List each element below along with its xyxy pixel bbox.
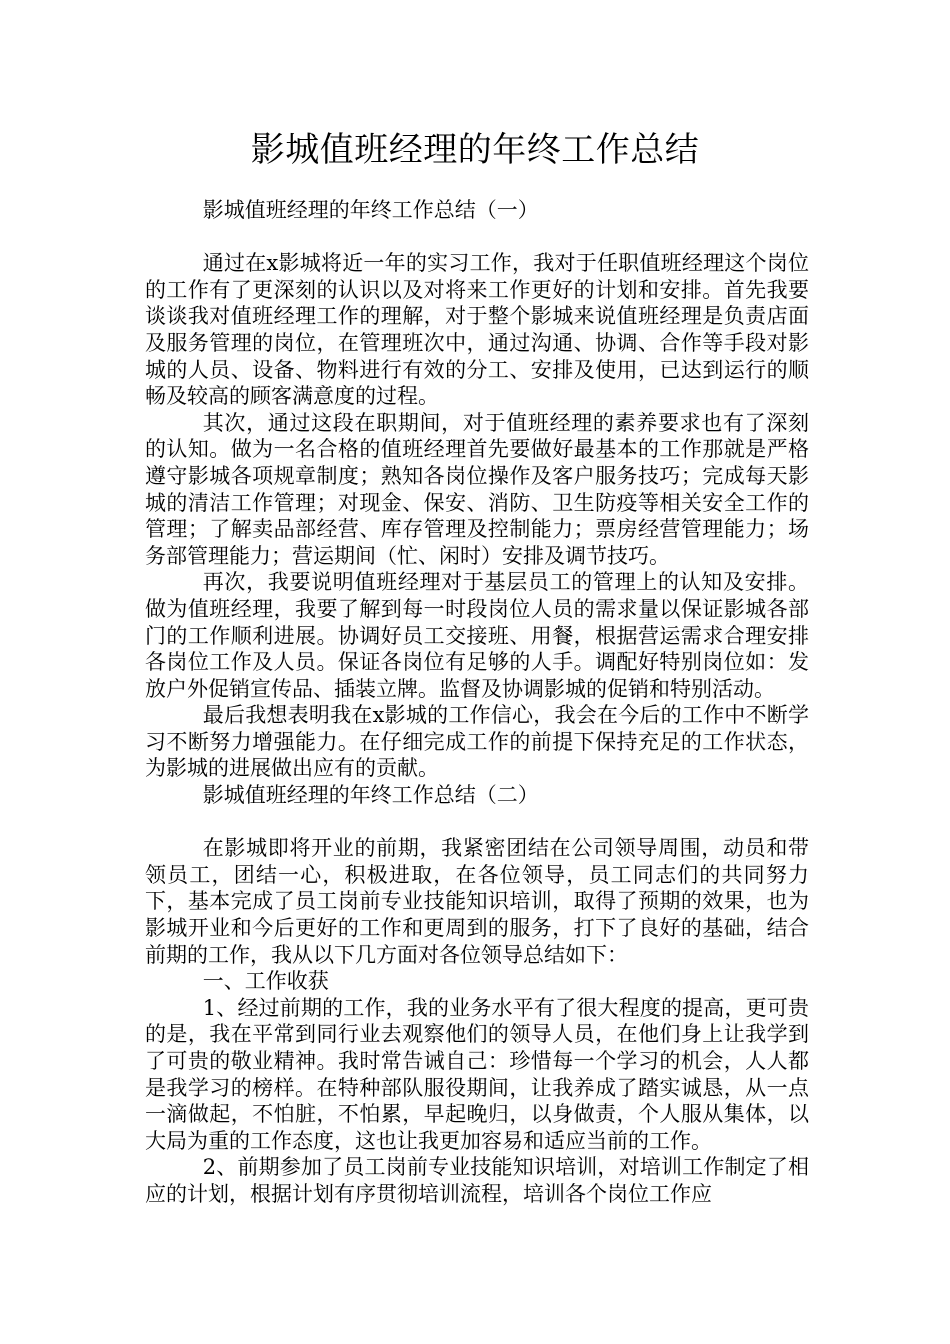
paragraph: 通过在x影城将近一年的实习工作，我对于任职值班经理这个岗位的工作有了更深刻的认识以及对将来工作更好的计划和安排。首先我要谈谈我对值班经理工作的理解，对于整个影城来说值班经理是负责店面及服务管理的岗位，在管理班次中，通过沟通、协调、合作等手段对影城的人员、设备、物料进行有效的分工、安排及使用，已达到运行的顺畅及较高的顾客满意度的过程。 [145,251,809,409]
paragraph: 最后我想表明我在x影城的工作信心，我会在今后的工作中不断学习不断努力增强能力。在仔细完成工作的前提下保持充足的工作状态，为影城的进展做出应有的贡献。 [145,703,809,781]
document-title: 影城值班经理的年终工作总结 [250,130,700,170]
subheading-work-gains: 一、工作收获 [202,969,329,994]
section-1-heading: 影城值班经理的年终工作总结（一） [202,198,539,222]
paragraph: 再次，我要说明值班经理对于基层员工的管理上的认知及安排。做为值班经理，我要了解到每一时段岗位人员的需求量以保证影城各部门的工作顺利进展。协调好员工交接班、用餐，根据营运需求合理安排各岗位工作及人员。保证各岗位有足够的人手。调配好特别岗位如：发放户外促销宣传品、插装立牌。监督及协调影城的促销和特别活动。 [145,570,809,701]
paragraph: 2、前期参加了员工岗前专业技能知识培训，对培训工作制定了相应的计划，根据计划有序贯彻培训流程，培训各个岗位工作应 [145,1155,809,1206]
section-2-heading: 影城值班经理的年终工作总结（二） [202,783,539,808]
paragraph: 其次，通过这段在职期间，对于值班经理的素养要求也有了深刻的认知。做为一名合格的值班经理首先要做好最基本的工作那就是严格遵守影城各项规章制度；熟知各岗位操作及客户服务技巧；完成每天影城的清洁工作管理；对现金、保安、消防、卫生防疫等相关安全工作的管理；了解卖品部经营、库存管理及控制能力；票房经营管理能力；场务部管理能力；营运期间（忙、闲时）安排及调节技巧。 [145,410,809,568]
paragraph: 在影城即将开业的前期，我紧密团结在公司领导周围，动员和带领员工，团结一心，积极进取，在各位领导，员工同志们的共同努力下，基本完成了员工岗前专业技能知识培训，取得了预期的效果，也为影城开业和今后更好的工作和更周到的服务，打下了良好的基础，结合前期的工作，我从以下几方面对各位领导总结如下： [145,836,809,967]
blank-line [145,809,809,836]
document-body [145,197,809,1208]
blank-line [145,224,809,251]
paragraph: 1、经过前期的工作，我的业务水平有了很大程度的提高，更可贵的是，我在平常到同行业去观察他们的领导人员，在他们身上让我学到了可贵的敬业精神。我时常告诫自己：珍惜每一个学习的机会，人人都是我学习的榜样。在特种部队服役期间，让我养成了踏实诚恳，从一点一滴做起，不怕脏，不怕累，早起晚归，以身做责，个人服从集体，以大局为重的工作态度，这也让我更加容易和适应当前的工作。 [145,995,809,1153]
